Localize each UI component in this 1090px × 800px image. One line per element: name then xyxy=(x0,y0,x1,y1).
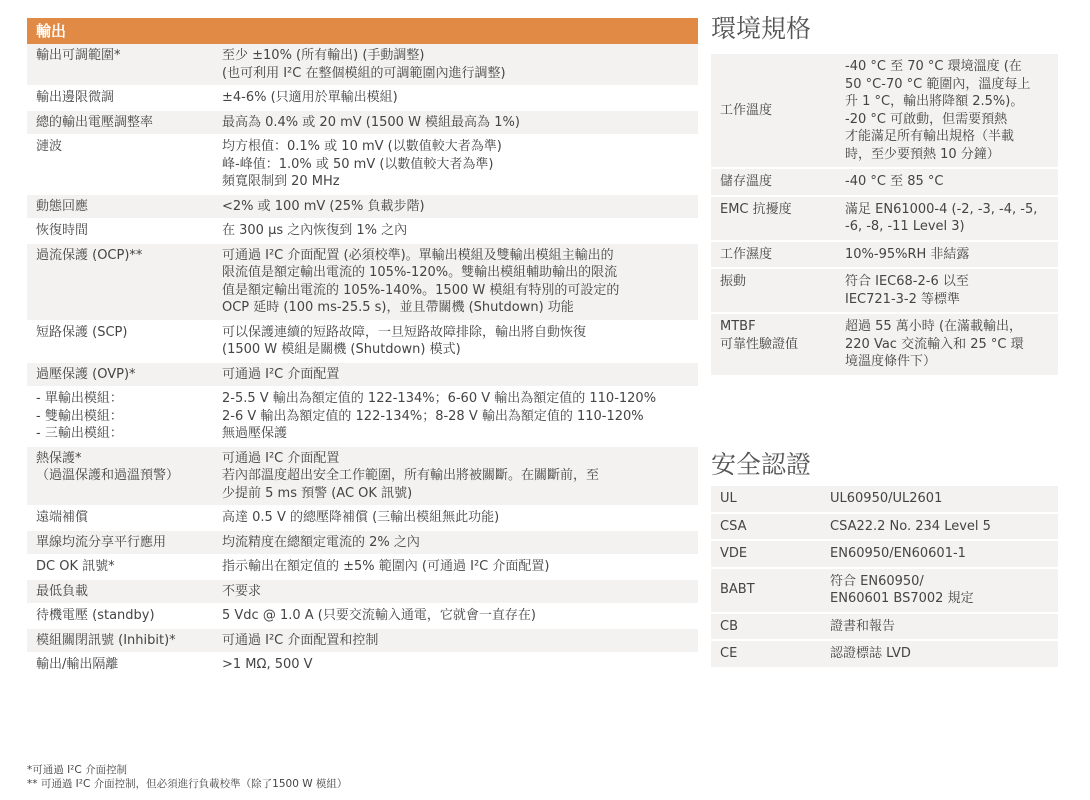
environment-spec-label: 振動 xyxy=(720,274,747,289)
output-spec-row xyxy=(27,387,698,447)
output-spec-row xyxy=(27,604,698,629)
output-spec-label: 過壓保護 (OVP)* xyxy=(36,366,136,382)
output-spec-value: 高達 0.5 V 的總壓降補償 (三輸出模組無此功能) xyxy=(222,510,500,525)
output-spec-value: 2-5.5 V 輸出為額定值的 122-134%；6-60 V 輸出為額定值的 110-120% 2-6 V 輸出為額定值的 122-134%；8-28 V 輸出為額定值的 110-120% 無過壓保護 xyxy=(222,391,657,441)
safety-cert-label: VDE xyxy=(720,546,748,561)
output-spec-label: 短路保護 (SCP) xyxy=(36,324,128,340)
environment-spec-label: EMC 抗擾度 xyxy=(720,201,792,217)
output-spec-label: 待機電壓 (standby) xyxy=(36,608,155,623)
environment-spec-value: 符合 IEC68-2-6 以至 IEC721-3-2 等標準 xyxy=(845,274,969,307)
environment-spec-row xyxy=(711,269,1058,314)
output-spec-value: 可通過 I²C 介面配置 (必須校準)。單輸出模組及雙輸出模組主輸出的 限流值是額定輸出電流的 105%-120%。雙輸出模組輔助輸出的限流 值是額定輸出電流的 105%-140%。1500 W 模組有特別的可設定的 OCP 延時 (100 ms-25.5 s)，並且帶關機 (Shutdown) 功能 xyxy=(222,247,620,315)
environment-spec-panel xyxy=(711,14,1058,377)
output-spec-label: 單線均流分享平行應用 xyxy=(36,534,167,550)
safety-cert-row xyxy=(711,486,1058,514)
output-spec-value: >1 MΩ, 500 V xyxy=(222,657,313,672)
output-spec-label: 過流保護 (OCP)** xyxy=(36,247,143,263)
output-spec-label: 漣波 xyxy=(36,139,63,154)
output-spec-label: 輸出/輸出隔離 xyxy=(36,657,119,672)
output-spec-label: 總的輸出電壓調整率 xyxy=(36,114,154,130)
output-spec-value: 均方根值：0.1% 或 10 mV (以數值較大者為準) 峰-峰值：1.0% 或 50 mV (以數值較大者為準) 頻寬限制到 20 MHz xyxy=(222,139,502,189)
environment-spec-label: 儲存溫度 xyxy=(720,174,773,189)
environment-spec-row xyxy=(711,242,1058,270)
environment-spec-row xyxy=(711,54,1058,169)
output-spec-row xyxy=(27,44,698,86)
output-spec-row xyxy=(27,580,698,605)
environment-spec-row xyxy=(711,197,1058,242)
environment-spec-value: -40 °C 至 70 °C 環境溫度 (在 50 °C-70 °C 範圍內，溫度每上 升 1 °C，輸出將降額 2.5%)。 -20 °C 可啟動，但需要預熱 才能滿足所有輸出規格（半載 時，至少要預熱 10 分鐘） xyxy=(845,59,1031,162)
output-spec-value: <2% 或 100 mV (25% 負載步階) xyxy=(222,198,425,214)
output-spec-row xyxy=(27,629,698,654)
output-spec-value: 可通過 I²C 介面配置和控制 xyxy=(222,632,379,648)
environment-spec-rows xyxy=(711,54,1058,377)
environment-spec-row xyxy=(711,314,1058,377)
output-spec-value: 在 300 µs 之內恢復到 1% 之內 xyxy=(222,223,408,238)
output-spec-row xyxy=(27,86,698,111)
safety-cert-rows xyxy=(711,486,1058,669)
safety-cert-value: UL60950/UL2601 xyxy=(830,491,943,506)
environment-spec-label: MTBF 可靠性驗證值 xyxy=(720,319,799,352)
output-spec-value: 可通過 I²C 介面配置 xyxy=(222,366,340,382)
output-spec-row xyxy=(27,447,698,507)
output-spec-rows xyxy=(27,44,698,678)
output-spec-label: 輸出邊限微調 xyxy=(36,90,115,105)
output-spec-value: 可以保護連續的短路故障，一旦短路故障排除，輸出將自動恢復 (1500 W 模組是關機 (Shutdown) 模式) xyxy=(222,324,587,357)
output-spec-row xyxy=(27,555,698,580)
safety-cert-label: CB xyxy=(720,618,738,634)
output-spec-value: 不要求 xyxy=(222,583,262,599)
output-spec-table xyxy=(27,18,698,678)
output-spec-row xyxy=(27,244,698,321)
safety-cert-label: UL xyxy=(720,491,737,506)
output-spec-value: 至少 ±10% (所有輸出) (手動調整) (也可利用 I²C 在整個模組的可調範圍內進行調整) xyxy=(222,48,506,81)
output-spec-row xyxy=(27,531,698,556)
output-spec-row xyxy=(27,653,698,678)
output-spec-label: 模組關閉訊號 (Inhibit)* xyxy=(36,632,176,648)
output-spec-row xyxy=(27,111,698,136)
environment-spec-value: -40 °C 至 85 °C xyxy=(845,174,944,189)
environment-spec-value: 滿足 EN61000-4 (-2, -3, -4, -5, -6, -8, -11 Level 3) xyxy=(845,201,1038,234)
safety-cert-value: 認證標誌 LVD xyxy=(830,646,911,661)
safety-cert-panel xyxy=(711,450,1058,669)
output-spec-value: 指示輸出在額定值的 ±5% 範圍內 (可通過 I²C 介面配置) xyxy=(222,559,550,574)
footnote-2: ** 可通過 I²C 介面控制，但必須進行負載校準（除了1500 W 模組） xyxy=(27,778,348,790)
environment-spec-value: 超過 55 萬小時 (在滿載輸出， 220 Vac 交流輸入和 25 °C 環 境溫度條件下） xyxy=(845,319,1024,369)
output-spec-row xyxy=(27,135,698,195)
safety-cert-value: 證書和報告 xyxy=(830,618,896,634)
output-spec-value: 5 Vdc @ 1.0 A (只要交流輸入通電，它就會一直存在) xyxy=(222,608,536,623)
safety-cert-row xyxy=(711,541,1058,569)
output-spec-label: 動態回應 xyxy=(36,198,89,214)
output-spec-label: 輸出可調範圍* xyxy=(36,48,121,63)
output-spec-row xyxy=(27,195,698,220)
environment-section-title: 環境規格 xyxy=(711,14,812,43)
output-spec-label: 最低負載 xyxy=(36,583,89,599)
environment-spec-label: 工作濕度 xyxy=(720,246,773,262)
safety-cert-row xyxy=(711,569,1058,614)
output-spec-row xyxy=(27,219,698,244)
output-spec-row xyxy=(27,321,698,363)
safety-cert-value: CSA22.2 No. 234 Level 5 xyxy=(830,518,991,534)
output-spec-value: ±4-6% (只適用於單輸出模組) xyxy=(222,90,398,105)
safety-cert-label: CE xyxy=(720,646,738,661)
output-spec-value: 最高為 0.4% 或 20 mV (1500 W 模組最高為 1%) xyxy=(222,114,520,130)
output-spec-row xyxy=(27,363,698,388)
output-spec-label: 恢復時間 xyxy=(36,223,89,238)
environment-spec-row xyxy=(711,169,1058,197)
output-spec-value: 可通過 I²C 介面配置 若內部溫度超出安全工作範圍，所有輸出將被關斷。在關斷前，至 少提前 5 ms 預警 (AC OK 訊號) xyxy=(222,450,600,501)
output-spec-value: 均流精度在總額定電流的 2% 之內 xyxy=(222,534,420,550)
safety-cert-label: BABT xyxy=(720,582,755,598)
safety-cert-row xyxy=(711,614,1058,642)
output-spec-label: DC OK 訊號* xyxy=(36,559,115,574)
output-spec-label: 遠端補償 xyxy=(36,510,89,525)
safety-cert-value: 符合 EN60950/ EN60601 BS7002 規定 xyxy=(830,573,974,606)
output-section-header: 輸出 xyxy=(27,18,698,44)
footnote-1: *可通過 I²C 介面控制 xyxy=(27,764,128,776)
output-spec-label: - 單輸出模組： - 雙輸出模組： - 三輸出模組： xyxy=(36,391,123,441)
safety-cert-row xyxy=(711,641,1058,669)
output-spec-row xyxy=(27,506,698,531)
safety-cert-label: CSA xyxy=(720,518,747,534)
safety-section-title: 安全認證 xyxy=(711,450,812,479)
output-spec-label: 熱保護* （過溫保護和過溫預警） xyxy=(36,450,180,483)
safety-cert-row xyxy=(711,514,1058,542)
environment-spec-value: 10%-95%RH 非結露 xyxy=(845,246,970,262)
environment-spec-label: 工作溫度 xyxy=(720,102,773,118)
safety-cert-value: EN60950/EN60601-1 xyxy=(830,546,966,561)
